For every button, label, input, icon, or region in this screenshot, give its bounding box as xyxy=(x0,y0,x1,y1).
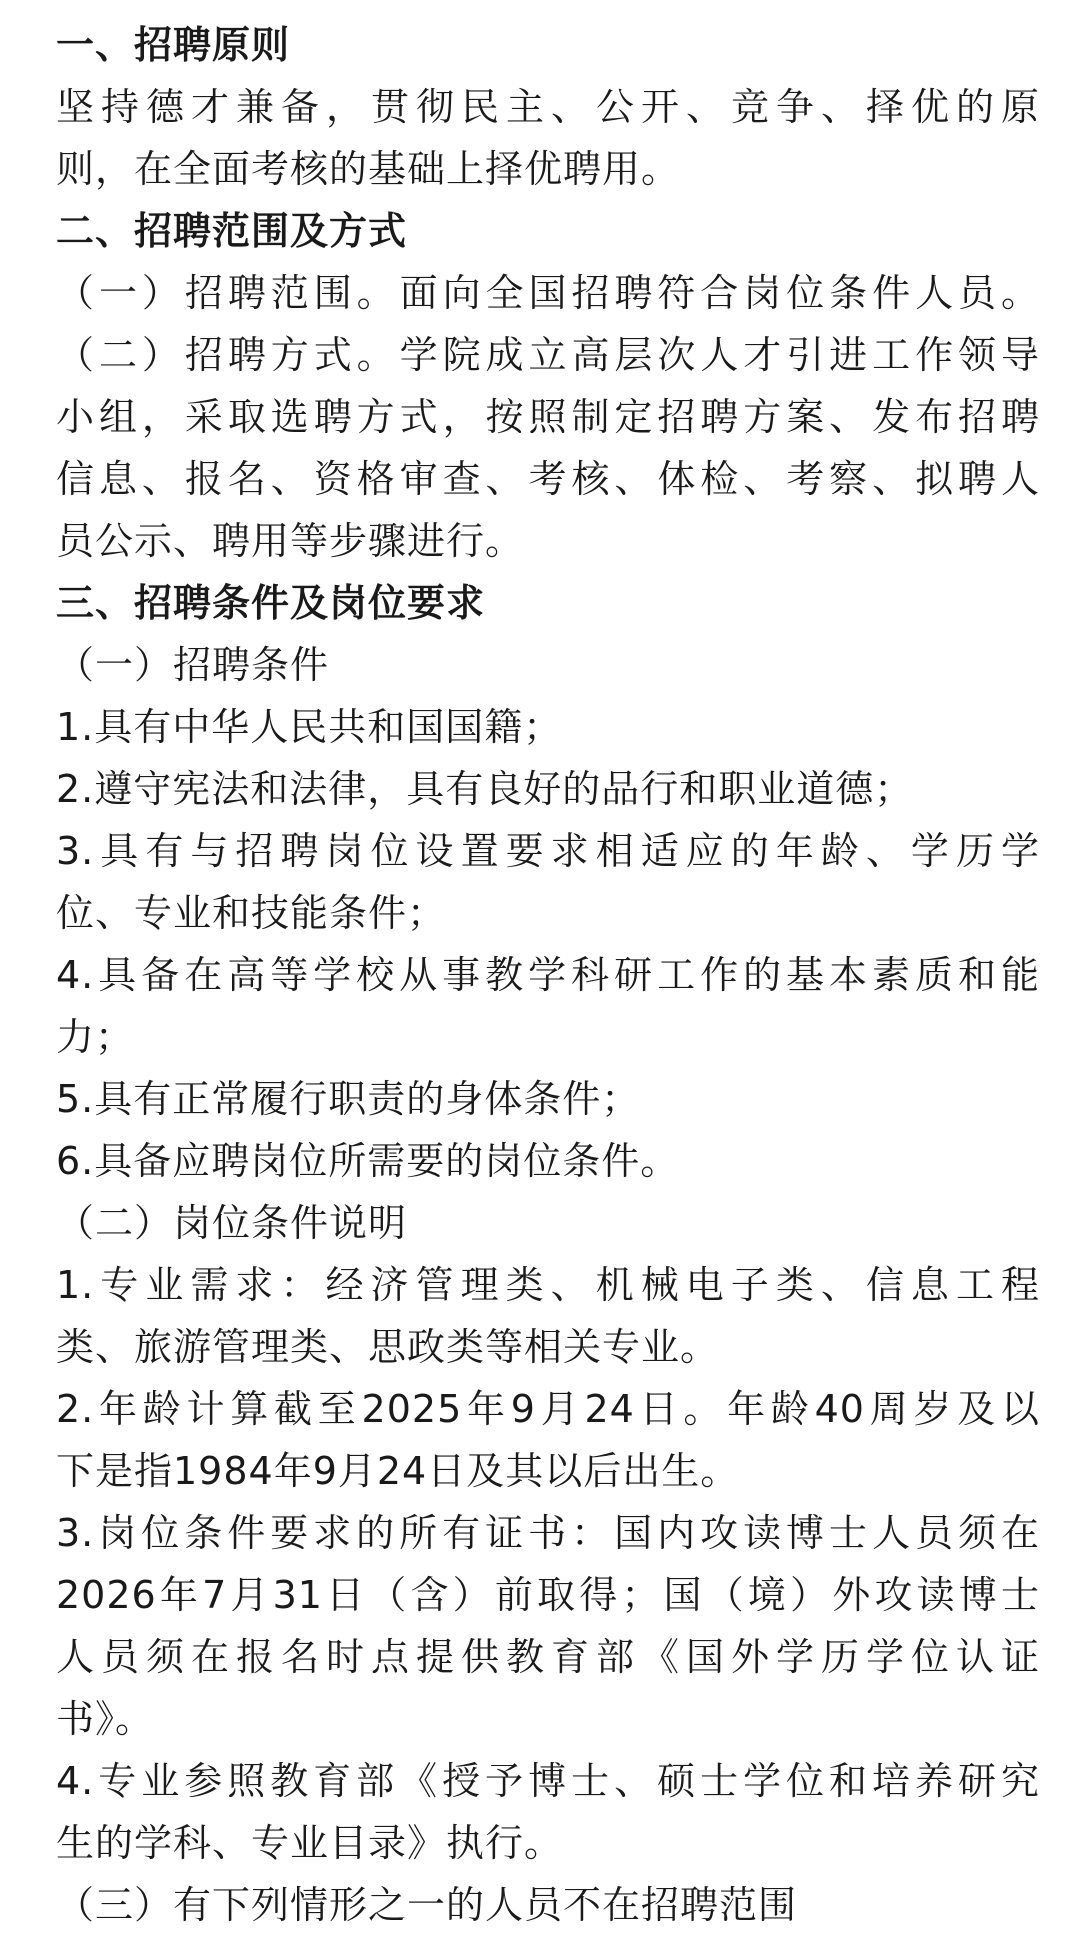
section-heading-scope: 二、招聘范围及方式 xyxy=(56,209,408,253)
paragraph-line: 信息、报名、资格审查、考核、体检、考察、拟聘人 xyxy=(56,457,1040,501)
list-item-continuation: 位、专业和技能条件； xyxy=(56,891,447,935)
list-item: 4.具备在高等学校从事教学科研工作的基本素质和能 xyxy=(56,953,1040,997)
list-item-continuation: 类、旅游管理类、思政类等相关专业。 xyxy=(56,1325,720,1369)
subsection-heading: （二）岗位条件说明 xyxy=(56,1201,408,1245)
list-item: 3.岗位条件要求的所有证书：国内攻读博士人员须在 xyxy=(56,1511,1040,1555)
list-item: 1.专业需求：经济管理类、机械电子类、信息工程 xyxy=(56,1263,1040,1307)
list-item-continuation: 2026年7月31日（含）前取得；国（境）外攻读博士 xyxy=(56,1573,1040,1617)
list-item-continuation: 生的学科、专业目录》执行。 xyxy=(56,1821,564,1865)
list-item: 2.遵守宪法和法律，具有良好的品行和职业道德； xyxy=(56,767,914,811)
list-item: 5.具有正常履行职责的身体条件； xyxy=(56,1077,641,1121)
subsection-heading-cutoff: （三）有下列情形之一的人员不在招聘范围 xyxy=(56,1883,798,1927)
paragraph-line: 坚持德才兼备，贯彻民主、公开、竞争、择优的原 xyxy=(56,85,1040,129)
list-item: 1.具有中华人民共和国国籍； xyxy=(56,705,563,749)
list-item: 2.年龄计算截至2025年9月24日。年龄40周岁及以 xyxy=(56,1387,1040,1431)
list-item: 6.具备应聘岗位所需要的岗位条件。 xyxy=(56,1139,680,1183)
list-item-continuation: 力； xyxy=(56,1015,135,1059)
section-heading-conditions: 三、招聘条件及岗位要求 xyxy=(56,581,486,625)
paragraph-line: 员公示、聘用等步骤进行。 xyxy=(56,519,525,563)
paragraph-line: 小组，采取选聘方式，按照制定招聘方案、发布招聘 xyxy=(56,395,1040,439)
list-item: 3.具有与招聘岗位设置要求相适应的年龄、学历学 xyxy=(56,829,1040,873)
section-heading-principles: 一、招聘原则 xyxy=(56,23,291,67)
paragraph-line: 则，在全面考核的基础上择优聘用。 xyxy=(56,147,681,191)
list-item-continuation: 下是指1984年9月24日及其以后出生。 xyxy=(56,1449,740,1493)
paragraph-line: （二）招聘方式。学院成立高层次人才引进工作领导 xyxy=(56,333,1040,377)
list-item: 4.专业参照教育部《授予博士、硕士学位和培养研究 xyxy=(56,1759,1040,1803)
article-body xyxy=(56,14,1040,1936)
subsection-heading: （一）招聘条件 xyxy=(56,643,330,687)
paragraph-line: （一）招聘范围。面向全国招聘符合岗位条件人员。 xyxy=(56,271,1040,315)
list-item-continuation: 书》。 xyxy=(56,1697,155,1741)
list-item-continuation: 人员须在报名时点提供教育部《国外学历学位认证 xyxy=(56,1635,1040,1679)
